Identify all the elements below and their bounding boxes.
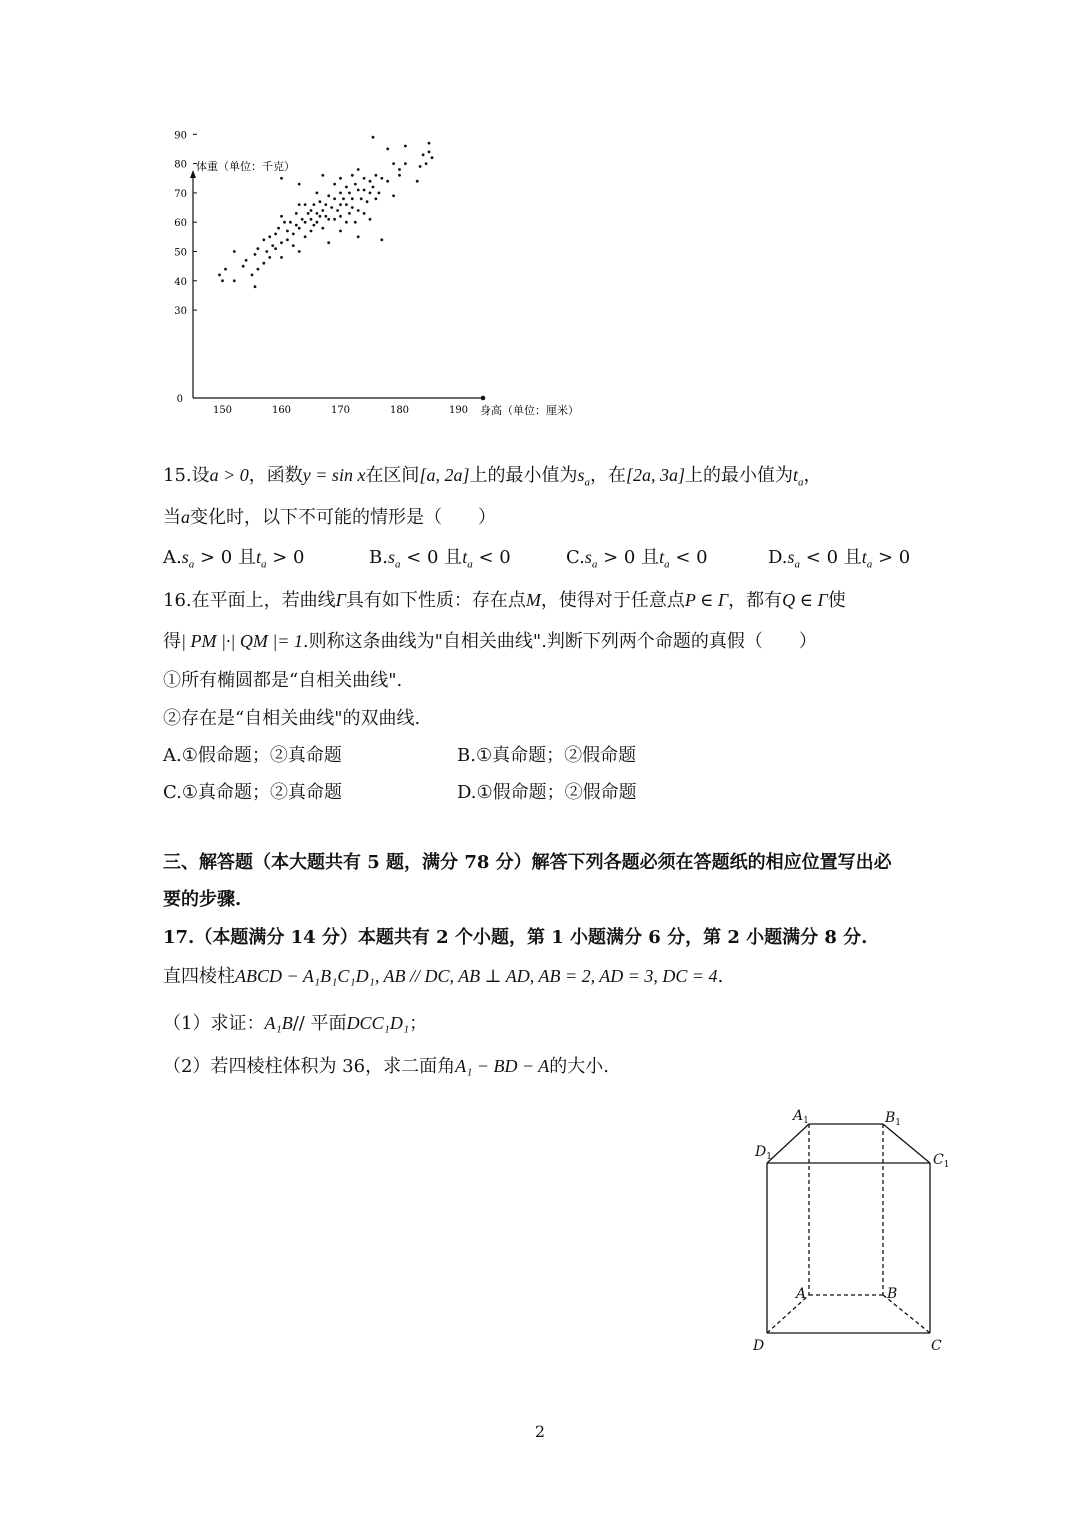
- scatter-point: [363, 189, 366, 192]
- scatter-point: [233, 250, 236, 253]
- scatter-point: [333, 218, 336, 221]
- q15-math: a > 0: [209, 465, 249, 485]
- scatter-point: [319, 215, 322, 218]
- scatter-point: [286, 238, 289, 241]
- scatter-point: [398, 168, 401, 171]
- q16-text: 16.在平面上，若曲线: [163, 590, 336, 611]
- origin-label: 0: [176, 394, 183, 405]
- q15-option-d[interactable]: [768, 545, 910, 577]
- q15-text: 变化时，以下不可能的情形是（ ）: [190, 507, 496, 528]
- y-tick-label: 50: [174, 247, 187, 259]
- scatter-point: [336, 209, 339, 212]
- x-tick-label: 180: [389, 405, 410, 416]
- option-math: t: [659, 547, 665, 567]
- x-tick-labels: [213, 405, 468, 416]
- edge-b1c1: [883, 1124, 930, 1163]
- option-label: C.: [566, 547, 585, 568]
- scatter-point: [404, 162, 407, 165]
- scatter-point: [327, 241, 330, 244]
- scatter-point: [316, 212, 319, 215]
- scatter-point: [339, 177, 342, 180]
- scatter-point: [354, 183, 357, 186]
- q16-math: Γ: [335, 590, 346, 610]
- q15-option-c[interactable]: [566, 545, 708, 577]
- label-c1: $C_1$: [933, 1152, 950, 1170]
- y-tick-label: 40: [174, 276, 187, 288]
- q16-text: 使: [827, 590, 846, 611]
- scatter-point: [369, 180, 372, 183]
- q15-math: a: [181, 507, 190, 527]
- x-tick-label: 170: [330, 405, 351, 416]
- scatter-point: [380, 177, 383, 180]
- option-math-sub: a: [260, 558, 267, 571]
- scatter-point: [271, 244, 274, 247]
- scatter-point: [242, 265, 245, 268]
- q15-option-b[interactable]: [369, 545, 511, 577]
- scatter-point: [251, 274, 254, 277]
- label-b: B: [887, 1286, 898, 1302]
- q17-part2: [163, 1054, 609, 1079]
- scatter-point: [366, 200, 369, 203]
- section3-heading-line1: 三、解答题（本大题共有 5 题，满分 78 分）解答下列各题必须在答题纸的相应位置写出必: [163, 852, 892, 873]
- y-tick-label: 80: [174, 159, 187, 171]
- q15-math: y = sin x: [302, 465, 366, 485]
- q15-math: s: [577, 465, 585, 485]
- option-math: s: [787, 547, 795, 567]
- chart-axes: [190, 170, 485, 400]
- option-text: > 0 且: [199, 547, 256, 568]
- q17-math: A₁B: [264, 1013, 293, 1033]
- scatter-point: [292, 244, 295, 247]
- scatter-point: [277, 227, 280, 230]
- x-tick-label: 160: [271, 405, 292, 416]
- label-c: C: [931, 1338, 942, 1354]
- scatter-point: [380, 238, 383, 241]
- scatter-point: [419, 165, 422, 168]
- scatter-point: [286, 230, 289, 233]
- scatter-point: [345, 186, 348, 189]
- y-tick-label: 90: [174, 130, 187, 142]
- scatter-point: [280, 177, 283, 180]
- scatter-point: [339, 203, 342, 206]
- q16-text: .则称这条曲线为"自相关曲线".判断下列两个命题的真假（ ）: [302, 631, 817, 652]
- y-tick-label: 30: [174, 306, 187, 318]
- option-math: s: [584, 547, 592, 567]
- scatter-point: [321, 209, 324, 212]
- label-d1: $D_1$: [755, 1144, 772, 1162]
- q17-text: ；: [409, 1013, 428, 1034]
- option-math: s: [387, 547, 395, 567]
- scatter-point: [372, 186, 375, 189]
- scatter-point: [348, 212, 351, 215]
- scatter-point: [295, 212, 298, 215]
- q16-math: M: [525, 590, 541, 610]
- scatter-point: [221, 279, 224, 282]
- scatter-point: [348, 192, 351, 195]
- scatter-point: [280, 256, 283, 259]
- option-text: > 0 且: [603, 547, 660, 568]
- scatter-point: [254, 253, 257, 256]
- scatter-point: [363, 212, 366, 215]
- q15-text: 当: [163, 507, 181, 528]
- scatter-point: [319, 200, 322, 203]
- scatter-point: [422, 153, 425, 156]
- scatter-point: [218, 274, 221, 277]
- scatter-point: [354, 221, 357, 224]
- q16-line2: [163, 629, 817, 654]
- option-math-sub: a: [394, 558, 401, 571]
- q15-math-sub: a: [584, 476, 590, 489]
- scatter-point: [224, 268, 227, 271]
- scatter-point: [268, 235, 271, 238]
- scatter-point: [431, 156, 434, 159]
- q15-text: 上的最小值为: [469, 465, 578, 486]
- scatter-point: [369, 192, 372, 195]
- q17-text: （1）求证：: [163, 1013, 265, 1034]
- option-math-sub: a: [188, 558, 195, 571]
- scatter-point: [363, 177, 366, 180]
- option-text: < 0 且: [406, 547, 463, 568]
- option-math: t: [255, 547, 261, 567]
- scatter-point: [351, 174, 354, 177]
- q17-math: ABCD − A₁B₁C₁D₁, AB // DC, AB ⊥ AD, AB = 2, AD = 3, DC = 4: [235, 966, 718, 986]
- scatter-point: [392, 162, 395, 165]
- scatter-point: [357, 168, 360, 171]
- q15-math: [2a, 3a]: [625, 465, 685, 485]
- scatter-point: [342, 197, 345, 200]
- q17-text: （2）若四棱柱体积为 36，求二面角: [163, 1056, 456, 1077]
- q15-text: ，函数: [248, 465, 303, 486]
- scatter-point: [298, 203, 301, 206]
- x-tick-label: 190: [448, 405, 469, 416]
- q16-math: P ∈ Γ: [684, 590, 729, 610]
- q15-text: ，: [803, 465, 822, 486]
- q16-prop1: ①所有椭圆都是“自相关曲线".: [163, 670, 403, 691]
- label-d: D: [753, 1338, 765, 1354]
- scatter-point: [280, 241, 283, 244]
- scatter-point: [257, 268, 260, 271]
- scatter-point: [283, 221, 286, 224]
- scatter-point: [375, 197, 378, 200]
- q17-stem: [163, 964, 723, 989]
- scatter-point: [428, 142, 431, 145]
- x-axis-arrow: [481, 396, 486, 401]
- scatter-point: [316, 192, 319, 195]
- scatter-point: [357, 235, 360, 238]
- q15-text: 上的最小值为: [684, 465, 793, 486]
- scatter-point: [245, 259, 248, 262]
- q17-text: 的大小.: [549, 1056, 610, 1077]
- option-label: D.: [768, 547, 788, 568]
- option-math-sub: a: [664, 558, 670, 571]
- scatter-point: [310, 218, 313, 221]
- scatter-point: [386, 148, 389, 151]
- scatter-point: [369, 218, 372, 221]
- y-axis-label: 体重（单位：千克）: [196, 160, 295, 173]
- scatter-point: [339, 192, 342, 195]
- scatter-point: [268, 256, 271, 259]
- q16-option-d[interactable]: D.①假命题；②假命题: [457, 782, 637, 803]
- option-math: t: [462, 547, 468, 567]
- scatter-point: [339, 215, 342, 218]
- scatter-point: [289, 221, 292, 224]
- q16-math: Q ∈ Γ: [782, 590, 828, 610]
- scatter-point: [313, 224, 316, 227]
- q17-header: 17.（本题满分 14 分）本题共有 2 个小题，第 1 小题满分 6 分，第 2 小题满分 8 分.: [163, 927, 868, 948]
- scatter-point: [295, 224, 298, 227]
- scatter-point: [357, 189, 360, 192]
- page-number: 2: [534, 1422, 546, 1441]
- q16-text: ，使得对于任意点: [540, 590, 685, 611]
- q16-option-b[interactable]: B.①真命题；②假命题: [457, 745, 637, 766]
- q17-text: 直四棱柱: [163, 966, 235, 987]
- scatter-point: [298, 227, 301, 230]
- scatter-point: [304, 235, 307, 238]
- scatter-point: [351, 206, 354, 209]
- scatter-point: [333, 197, 336, 200]
- scatter-point: [425, 162, 428, 165]
- scatter-point: [345, 203, 348, 206]
- option-math-sub: a: [467, 558, 473, 571]
- scatter-point: [339, 230, 342, 233]
- scatter-point: [292, 233, 295, 236]
- q17-math: DCC₁D₁: [346, 1013, 410, 1033]
- q15-math: t: [792, 465, 798, 485]
- y-tick-label: 70: [174, 188, 187, 200]
- scatter-point: [265, 250, 268, 253]
- q15-text: 在区间: [365, 465, 420, 486]
- q16-text: 得: [163, 631, 181, 652]
- q16-option-c[interactable]: C.①真命题；②真命题: [163, 782, 342, 803]
- q15-math: [a, 2a]: [419, 465, 470, 485]
- scatter-point: [357, 209, 360, 212]
- scatter-point: [398, 174, 401, 177]
- scatter-point: [301, 218, 304, 221]
- label-a: A: [796, 1286, 807, 1302]
- scatter-point: [257, 247, 260, 250]
- scatter-point: [233, 279, 236, 282]
- scatter-point: [330, 206, 333, 209]
- x-axis-label: 身高（单位：厘米）: [480, 404, 579, 417]
- scatter-point: [345, 221, 348, 224]
- scatter-point: [274, 247, 277, 250]
- option-text: < 0: [478, 547, 511, 568]
- scatter-points: [218, 136, 433, 288]
- section3-heading-line2: 要的步骤.: [163, 889, 242, 910]
- option-text: > 0: [878, 547, 911, 568]
- scatter-point: [416, 180, 419, 183]
- scatter-point: [307, 212, 310, 215]
- scatter-point: [298, 250, 301, 253]
- scatter-point: [262, 238, 265, 241]
- scatter-point: [372, 136, 375, 139]
- option-label: A.: [163, 547, 182, 568]
- option-text: > 0: [272, 547, 305, 568]
- y-tick-label: 60: [174, 218, 187, 230]
- scatter-point: [313, 203, 316, 206]
- scatter-point: [280, 215, 283, 218]
- scatter-point: [360, 197, 363, 200]
- scatter-point: [386, 180, 389, 183]
- option-math: s: [181, 547, 189, 567]
- scatter-point: [392, 194, 395, 197]
- q16-option-a[interactable]: A.①假命题；②真命题: [163, 745, 342, 766]
- x-tick-label: 150: [212, 405, 233, 416]
- q17-text: .: [717, 966, 724, 987]
- q16-prop2: ②存在是“自相关曲线"的双曲线.: [163, 708, 421, 729]
- prism-figure: [745, 1100, 965, 1360]
- q16-text: 具有如下性质：存在点: [345, 590, 526, 611]
- scatter-point: [321, 227, 324, 230]
- scatter-point: [304, 221, 307, 224]
- scatter-point: [324, 203, 327, 206]
- q17-text: // 平面: [292, 1013, 347, 1034]
- q16-text: ，都有: [728, 590, 783, 611]
- q17-math: A₁ − BD − A: [455, 1056, 550, 1076]
- q15-math-sub: a: [798, 476, 804, 489]
- q15-line1: [163, 463, 822, 495]
- scatter-point: [378, 192, 381, 195]
- option-math: t: [861, 547, 867, 567]
- scatter-point: [351, 197, 354, 200]
- q15-line2: [163, 505, 496, 530]
- option-label: B.: [369, 547, 388, 568]
- scatter-point: [333, 183, 336, 186]
- scatter-point: [316, 221, 319, 224]
- label-b1: $B_1$: [885, 1110, 902, 1128]
- q16-math: | PM |·| QM |= 1: [181, 631, 303, 651]
- option-text: < 0 且: [805, 547, 862, 568]
- q16-line1: [163, 588, 846, 613]
- scatter-point: [324, 215, 327, 218]
- scatter-point: [304, 203, 307, 206]
- edge-d1a1: [767, 1124, 809, 1163]
- option-math-sub: a: [866, 558, 873, 571]
- q15-text: ，在: [589, 465, 626, 486]
- option-text: < 0: [675, 547, 708, 568]
- scatter-point: [327, 194, 330, 197]
- scatter-point: [298, 183, 301, 186]
- scatter-chart: [160, 130, 620, 420]
- scatter-point: [254, 285, 257, 288]
- scatter-point: [375, 174, 378, 177]
- scatter-point: [327, 218, 330, 221]
- scatter-point: [262, 262, 265, 265]
- scatter-point: [310, 209, 313, 212]
- scatter-point: [428, 151, 431, 154]
- q15-text: 15.设: [163, 465, 210, 486]
- scatter-point: [274, 233, 277, 236]
- q15-option-a[interactable]: [163, 545, 304, 577]
- option-math-sub: a: [794, 558, 801, 571]
- label-a1: $A_1$: [793, 1108, 809, 1126]
- scatter-point: [321, 174, 324, 177]
- option-math-sub: a: [591, 558, 598, 571]
- scatter-point: [404, 145, 407, 148]
- scatter-point: [310, 230, 313, 233]
- q17-part1: [163, 1011, 427, 1036]
